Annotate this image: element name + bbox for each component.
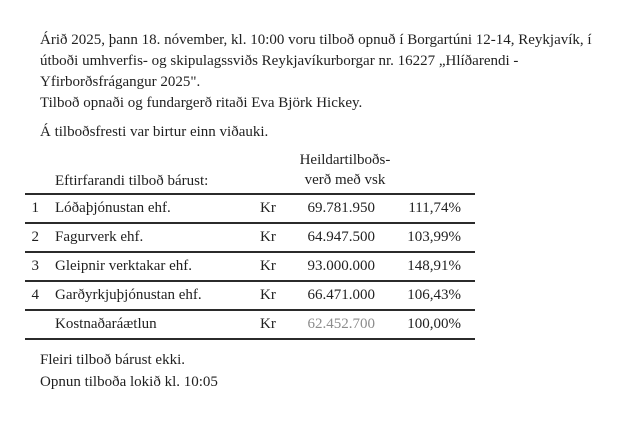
no-more-bids-line: Fleiri tilboð bárust ekki.	[40, 352, 185, 368]
table-row	[25, 253, 475, 282]
bid-amount: 64.947.500	[307, 229, 375, 245]
bid-amount: 93.000.000	[307, 258, 375, 274]
bid-percent: 106,43%	[407, 287, 461, 303]
bidder-name: Lóðaþjónustan ehf.	[55, 200, 171, 216]
closing-lines	[40, 349, 218, 393]
bid-amount: 69.781.950	[307, 200, 375, 216]
intro-line-4: Tilboð opnaði og fundargerð ritaði Eva Björk Hickey.	[40, 95, 363, 111]
currency-label: Kr	[260, 316, 276, 332]
opening-closed-line: Opnun tilboða lokið kl. 10:05	[40, 374, 218, 390]
row-number: 1	[31, 200, 39, 216]
estimate-row	[25, 311, 475, 340]
bid-percent: 111,74%	[408, 200, 461, 216]
currency-label: Kr	[260, 200, 276, 216]
table-row	[25, 195, 475, 224]
intro-line-1: Árið 2025, þann 18. nóvember, kl. 10:00 voru tilboð opnuð í Borgartúni 12-14, Reykjavík, í	[40, 32, 592, 48]
table-header-bidders: Eftirfarandi tilboð bárust:	[55, 173, 209, 189]
currency-label: Kr	[260, 229, 276, 245]
bidder-name: Garðyrkjuþjónustan ehf.	[55, 287, 202, 303]
bid-percent: 103,99%	[407, 229, 461, 245]
intro-line-2: útboði umhverfis- og skipulagssviðs Reykjavíkurborgar nr. 16227 „Hlíðarendi -	[40, 53, 519, 69]
row-number: 2	[31, 229, 39, 245]
bidder-name: Gleipnir verktakar ehf.	[55, 258, 193, 274]
row-number: 4	[31, 287, 39, 303]
bid-percent: 148,91%	[407, 258, 461, 274]
table-row	[25, 224, 475, 253]
estimate-amount: 62.452.700	[307, 316, 375, 332]
table-header-amount-line2: verð með vsk	[304, 172, 386, 188]
table-row	[25, 282, 475, 311]
currency-label: Kr	[260, 258, 276, 274]
bidder-name: Fagurverk ehf.	[55, 229, 144, 245]
addendum-note: Á tilboðsfresti var birtur einn viðauki.	[40, 124, 269, 140]
currency-label: Kr	[260, 287, 276, 303]
row-number: 3	[31, 258, 39, 274]
bid-amount: 66.471.000	[307, 287, 375, 303]
intro-line-3: Yfirborðsfrágangur 2025".	[40, 74, 201, 90]
estimate-label: Kostnaðaráætlun	[55, 316, 157, 332]
table-header-row	[25, 150, 475, 195]
estimate-percent: 100,00%	[407, 316, 461, 332]
intro-paragraph	[40, 30, 632, 114]
table-header-amount	[260, 150, 430, 193]
bid-table	[25, 150, 475, 340]
table-header-amount-line1: Heildartilboðs-	[299, 152, 391, 168]
